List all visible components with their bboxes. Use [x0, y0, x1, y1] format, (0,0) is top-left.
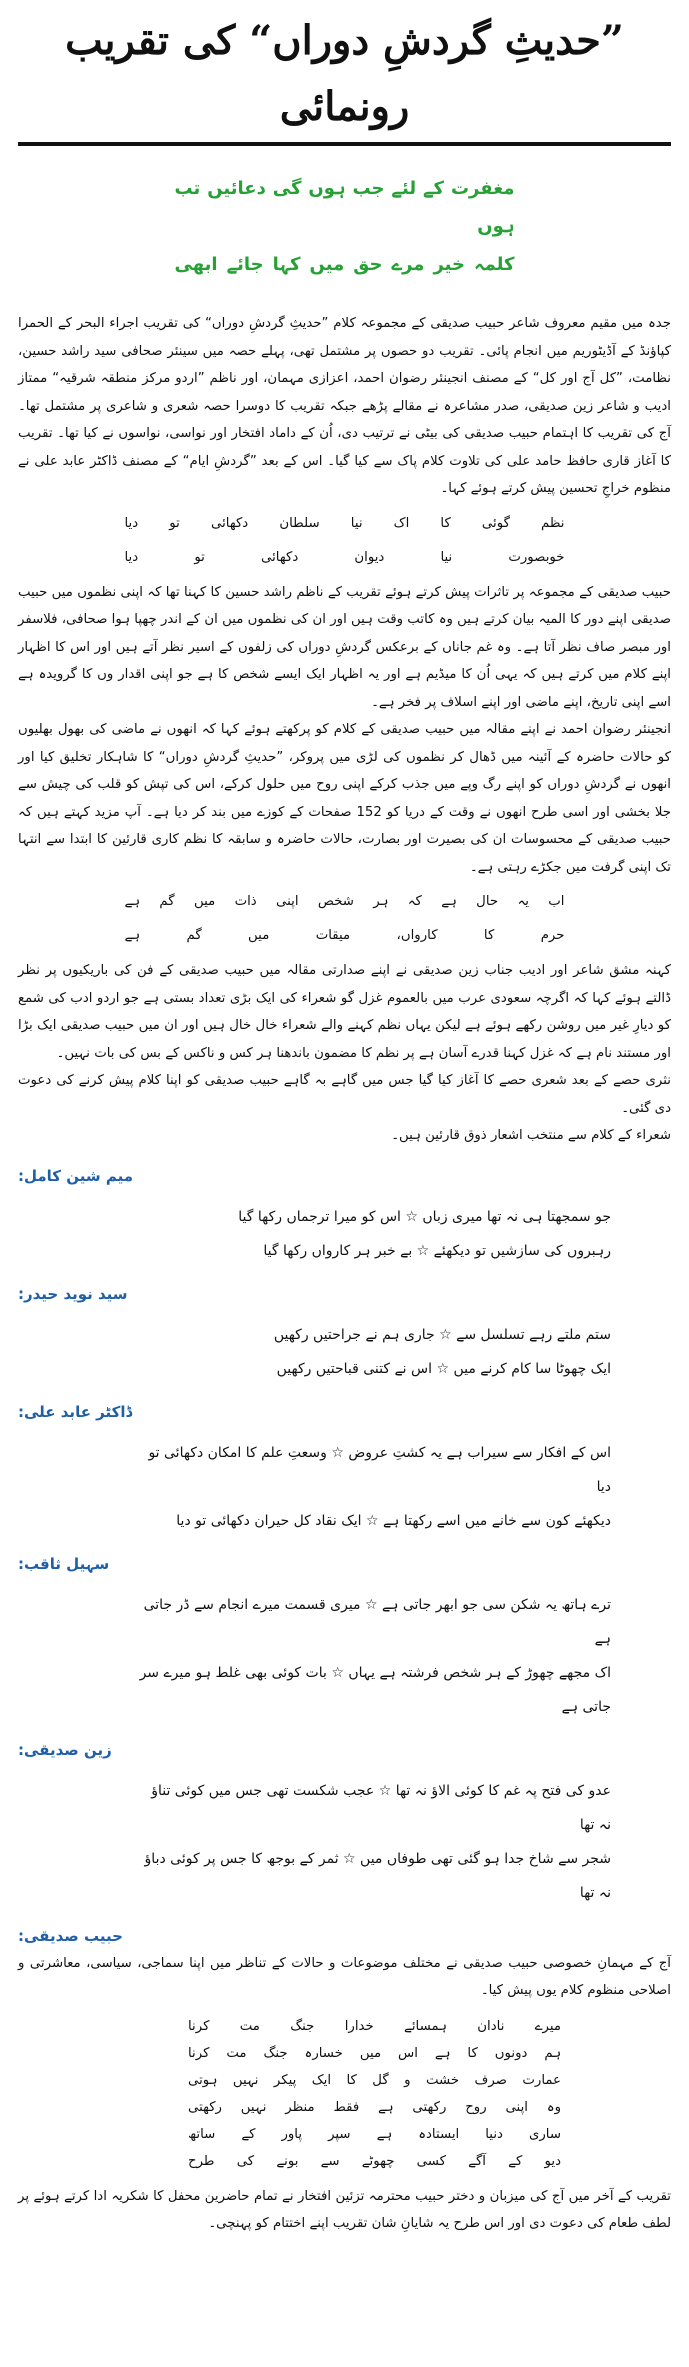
couplet-2-line-1: اب یہ حال ہے کہ ہر شخص اپنی ذات میں گم ہے [124, 894, 565, 909]
paragraph-3: انجینئر رضوان احمد نے اپنے مقالہ میں حبیب صدیقی کے کلام کو پرکھتے ہوئے کہا کہ انھوں نے ماضی کی بھول بھلیوں کو حالات حاضرہ کے آئینہ میں ڈھال کر نظموں کی لڑی میں پروکر، ”حدیثِ گردشِ دوراں“ کا شاہکار تخلیق کیا اور انھوں نے گردشِ دوراں کو اپنے رگ وپے میں جذب کرکے اپنی روح میں حلول کرکے، اس کی تپش کو قلب کی چیش سے جلا بخشی اور اسی طرح انھوں نے وقت کے دریا کو 152 صفحات کے کوزے میں بند کر دیا ہے۔ آپ مزید کہتے ہیں کہ حبیب صدیقی کے محسوسات ان کی بصیرت اور بصارت، حالات حاضرہ و سابقہ کا نظم کاری قارئین کا ابتدا سے انتہا تک اپنی گرفت میں جکڑے رہتی ہے۔ [18, 722, 672, 875]
verse-line: ایک چھوٹا سا کام کرنے میں ☆ اس نے کتنی قباحتیں رکھیں [276, 1360, 611, 1377]
poet-name-5: زین صدیقی: [18, 1740, 112, 1759]
habib-paragraph: آج کے مہمانِ خصوصی حبیب صدیقی نے مختلف موضوعات و حالات کے تناظر میں اپنا سماجی، سیاسی، معاشرتی و اصلاحی منظوم کلام یوں پیش کیا۔ [18, 1955, 671, 1998]
headline-rule [18, 142, 671, 146]
poet-name-3: ڈاکٹر عابد علی: [18, 1402, 133, 1421]
verse-line: عمارت صرف خشت و گل کا ایک پیکر نہیں ہوتی [188, 2072, 561, 2088]
verse-line: ترے ہاتھ یہ شکن سی جو ابھر جاتی ہے ☆ میری قسمت میرے انجام سے ڈر جاتی ہے [143, 1596, 611, 1647]
verse-line: رہبروں کی سازشیں تو دیکھئے ☆ بے خبر ہر کارواں رکھا گیا [263, 1242, 611, 1259]
intro-couplet [18, 170, 671, 284]
couplet-1-line-1: نظم گوئی کا اک نیا سلطان دکھائی تو دیا [124, 515, 565, 531]
poet-name-6: حبیب صدیقی: [18, 1926, 123, 1945]
habib-verses [18, 2013, 671, 2175]
couplet-2-line-2: حرم کا کارواں، میقات میں گم ہے [124, 928, 565, 943]
headline: ”حدیثِ گردشِ دوراں“ کی تقریب رونمائی [65, 17, 624, 130]
verse-line: ہم دونوں کا ہے اس میں خسارہ جنگ مت کرنا [188, 2045, 561, 2061]
poet-verse-2 [18, 1318, 671, 1386]
couplet-1-line-2: خوبصورت نیا دیوان دکھائی تو دیا [124, 549, 565, 565]
verse-line: ساری دنیا ایستادہ ہے سپر پاور کے ساتھ [188, 2126, 561, 2142]
verse-line: ستم ملتے رہے تسلسل سے ☆ جاری ہم نے جراحتیں رکھیں [273, 1326, 611, 1343]
couplet-2 [18, 885, 671, 953]
poet-verse-3 [18, 1436, 671, 1538]
poet-name-2: سید نوید حیدر: [18, 1284, 128, 1303]
verse-line: دیکھئے کون سے خانے میں اسے رکھتا ہے ☆ ایک نقاد کل حیران دکھائی تو دیا [176, 1512, 611, 1529]
poet-verse-4 [18, 1588, 671, 1724]
verse-line: اک مجھے چھوڑ کے ہر شخص فرشتہ ہے یہاں ☆ بات کوئی بھی غلط ہو میرے سر جاتی ہے [139, 1664, 611, 1715]
verse-line: دیو کے آگے کسی چھوٹے سے بونے کی طرح [188, 2153, 561, 2169]
poet-verse-1 [18, 1200, 671, 1268]
paragraph-2: حبیب صدیقی کے مجموعہ پر تاثرات پیش کرتے ہوئے تقریب کے ناظم راشد حسین کا کہنا تھا کہ اپنی نظموں میں حبیب صدیقی اپنے دور کا المیہ بیان کرتے ہیں وہ کاتب وقت ہیں اور ان کی نظموں میں ان کے اندر چھپا ہوا صحافی، فلاسفر اور مبصر صاف نظر آتا ہے۔ وہ غم جاناں کے برعکس گردشِ دوراں کی زلفوں کے اسیر نظر آتے ہیں اور اس کا اظہار اپنے کلام میں کرتے ہیں کہ یہی اُن کا میڈیم ہے اور یہ اظہار ایک ایسے شخص کا ہے جو اپنی اقدار وں کا گرویدہ ہے اسے اپنی تاریخ، اپنے ماضی اور اپنے اسلاف پر فخر ہے۔ [18, 584, 671, 710]
paragraph-4: کہنہ مشق شاعر اور ادیب جناب زین صدیقی نے اپنے صدارتی مقالہ میں حبیب صدیقی کے فن کی باریکیوں پر نظر ڈالتے ہوئے کہا کہ اگرچہ سعودی عرب میں بالعموم غزل گو شعراء کی ایک بڑی تعداد بستی ہے جو اردو ادب کی شمع کو دیارِ غیر میں روشن رکھے ہوئے ہے لیکن یہاں نظم کہنے والے شعراء خال خال ہیں اور ان میں حبیب صدیقی ایک بڑا اور مستند نام ہے کہ غزل کہنا قدرے آسان ہے پر نظم کا مضمون باندھنا ہر کس و ناکس کے بس کی بات نہیں۔ [18, 963, 671, 1061]
news-article [0, 8, 689, 2367]
verse-line: عدو کی فتح پہ غم کا کوئی الاؤ نہ تھا ☆ عجب شکست تھی جس میں کوئی تناؤ نہ تھا [151, 1782, 611, 1833]
paragraph-5: نثری حصے کے بعد شعری حصے کا آغاز کیا گیا جس میں گاہے بہ گاہے حبیب صدیقی کو اپنا کلام پیش کرنے کی دعوت دی گئی۔ [18, 1073, 671, 1116]
verse-line: وہ اپنی روح رکھتی ہے فقط منظر نہیں رکھتی [188, 2099, 561, 2115]
couplet-1 [18, 507, 671, 575]
closing-paragraph: تقریب کے آخر میں آج کی میزبان و دختر حبیب محترمہ تزئین افتخار نے تمام حاضرین محفل کا شکریہ ادا کرتے ہوئے پر لطف طعام کی دعوت دی اور اس طرح یہ شایانِ شان تقریب اپنے اختتام کو پہنچی۔ [18, 2188, 671, 2231]
verse-line: جو سمجھتا ہی نہ تھا میری زباں ☆ اس کو میرا ترجماں رکھا گیا [238, 1208, 611, 1225]
intro-couplet-line-2: کلمہ خیر مرے حق میں کہا جائے ابھی [174, 254, 515, 275]
poet-name-4: سہیل ثاقب: [18, 1554, 110, 1573]
verse-line: اس کے افکار سے سیراب ہے یہ کشتِ عروض ☆ وسعتِ علم کا امکان دکھائی تو دیا [148, 1444, 611, 1495]
poet-verse-5 [18, 1774, 671, 1910]
paragraph-6: شعراء کے کلام سے منتخب اشعار ذوق قارئین ہیں۔ [391, 1128, 671, 1143]
verse-line: میرے نادان ہمسائے خدارا جنگ مت کرنا [188, 2018, 561, 2034]
paragraph-1: جدہ میں مقیم معروف شاعر حبیب صدیقی کے مجموعہ کلام ”حدیثِ گردشِ دوراں“ کی تقریب اجراء البحر کے الحمرا کپاؤنڈ کے آڈیٹوریم میں انجام پائی۔ تقریب دو حصوں پر مشتمل تھی، پہلے حصہ میں سینئر صحافی سید راشد حسین، نظامت، ”کل آج اور کل“ کے مصنف انجینئر رضوان احمد، اعزازی مہمان، اور ناظم ”اردو مرکز منطقہ شرقیہ“ ممتاز ادیب و شاعر زین صدیقی، صدر مشاعرہ نے مقالے پڑھے جبکہ تقریب کا دوسرا حصہ شعری و شاعری پر مشتمل تھا۔ آج کی تقریب کا اہتمام حبیب صدیقی کی بیٹی نے ترتیب دی، اُن کے داماد افتخار اور نواسی، نواسوں نے کیا تھا۔ تقریب کا آغاز قاری حافظ حامد علی کی تلاوت کلام پاک سے کیا گیا۔ اس کے بعد ”گردشِ ایام“ کے مصنف ڈاکٹر عابد علی نے منظوم خراجِ تحسین پیش کرتے ہوئے کہا۔ [18, 316, 671, 496]
verse-line: شجر سے شاخ جدا ہو گئی تھی طوفاں میں ☆ ثمر کے بوجھ کا جس پر کوئی دباؤ نہ تھا [144, 1850, 611, 1901]
poet-name-1: میم شین کامل: [18, 1166, 134, 1185]
intro-couplet-line-1: مغفرت کے لئے جب ہوں گی دعائیں تب ہوں [174, 178, 515, 237]
